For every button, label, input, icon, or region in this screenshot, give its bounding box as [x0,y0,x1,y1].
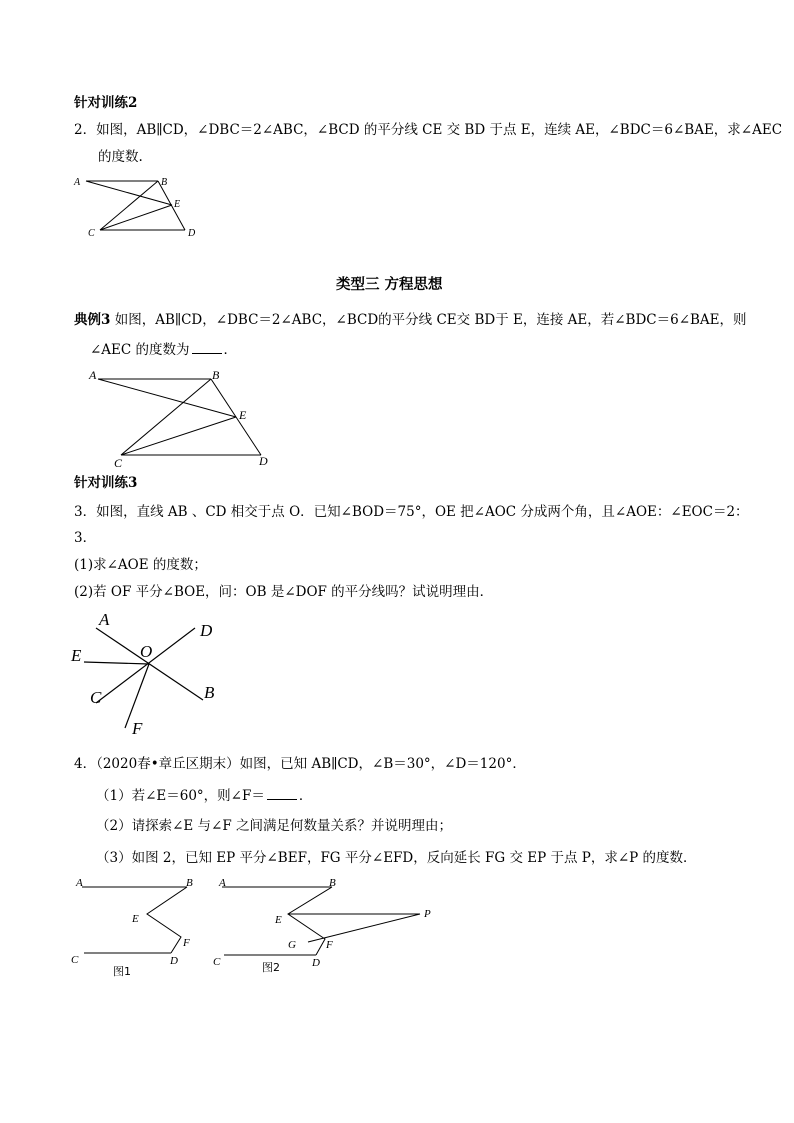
ex3-label-d: D [259,454,268,468]
t3-label-f: F [132,719,143,738]
t3-question-2: (2)若 OF 平分∠BOE，问：OB 是∠DOF 的平分线吗？试说明理由． [74,584,494,600]
t2-line-ce [100,205,172,230]
t2-label-d: D [188,228,196,239]
fig2-label-f: F [326,939,333,951]
section-title: 类型三 方程思想 [336,276,443,293]
t2-label-c: C [88,228,95,239]
fig2-label-g: G [288,939,296,951]
t3-ray-oe [84,662,149,664]
ex3-label-c: C [114,456,123,470]
fig2-label-b: B [329,877,336,889]
fig2-label-a: A [219,877,226,889]
q4-figure-1 [66,872,206,982]
ex3-line-ce [121,417,236,455]
fig2-label-c: C [213,956,221,968]
ex3-tag: 典例3 [74,312,111,328]
q4-part1-text: （1）若∠E＝60°，则∠F＝ [96,788,265,804]
ex3-text-2b: ． [223,342,238,358]
fig1-polyline-befd [147,887,187,953]
q4-part2: （2）请探索∠E 与∠F 之间满足何数量关系？并说明理由； [96,818,453,834]
t3-heading: 针对训练3 [74,475,138,491]
t2-problem-line2: 的度数. [98,149,143,165]
t2-heading: 针对训练2 [74,95,138,111]
fig1-label-b: B [186,877,193,889]
q4-part1 [96,787,312,805]
ex3-text: 如图，AB∥CD，∠DBC＝2∠ABC，∠BCD的平分线 CE交 BD于 E，连接 AE，若∠BDC＝6∠BAE，则 [110,312,747,328]
t2-label-e: E [174,199,181,210]
fig2-line-pg [308,914,420,942]
t3-label-e: E [71,646,82,665]
fig2-label-e: E [275,914,282,926]
ex3-text-2a: ∠AEC 的度数为 [90,342,190,358]
fig2-caption: 图2 [262,961,280,974]
fig1-label-a: A [76,877,83,889]
t3-label-a: A [99,610,110,629]
q4-problem: 4．（2020春•章丘区期末）如图，已知 AB∥CD，∠B＝30°，∠D＝120°． [74,756,526,772]
t3-label-b: B [204,683,215,702]
q4-part1-end: ． [298,788,313,804]
q4-part3: （3）如图 2，已知 EP 平分∠BEF，FG 平分∠EFD，反向延长 FG 交 EP 于点 P，求∠P 的度数． [96,850,697,866]
t3-line-ab [96,628,203,700]
t3-label-o: O [140,642,153,661]
ex3-label-e: E [239,408,247,422]
t2-problem-line1: 2．如图，AB∥CD，∠DBC＝2∠ABC，∠BCD 的平分线 CE 交 BD 于点 E，连续 AE，∠BDC＝6∠BAE，求∠AEC [74,122,783,138]
ex3-label-a: A [89,368,97,382]
q4-answer-blank [267,787,297,800]
t3-problem-line2: 3． [74,530,97,546]
t3-label-c: C [90,688,102,707]
ex3-line-bc [121,379,211,455]
t3-question-1: (1)求∠AOE 的度数； [74,557,207,573]
t2-line-bc [100,181,158,230]
t3-problem-line1: 3．如图，直线 AB 、CD 相交于点 O．已知∠BOD＝75°，OE 把∠AOC 分成两个角，且∠AOE：∠EOC＝2： [74,504,749,520]
fig2-label-d: D [312,957,320,969]
fig1-caption: 图1 [113,965,131,978]
ex3-figure [86,366,286,474]
fig2-label-p: P [424,908,431,920]
t2-label-a: A [74,177,81,188]
t2-label-b: B [161,177,168,188]
q4-figure-2 [208,872,438,982]
ex3-line1 [74,311,747,329]
fig1-label-d: D [170,955,178,967]
t3-figure [66,606,236,740]
fig1-label-e: E [132,913,139,925]
t3-label-d: D [200,621,213,640]
fig1-label-c: C [71,954,79,966]
t2-figure [70,172,210,242]
ex3-label-b: B [212,368,220,382]
t2-line-ae [86,181,172,205]
fig1-label-f: F [183,937,190,949]
t3-line-cd [96,628,195,703]
ex3-line2 [90,341,237,359]
ex3-answer-blank [192,341,222,354]
